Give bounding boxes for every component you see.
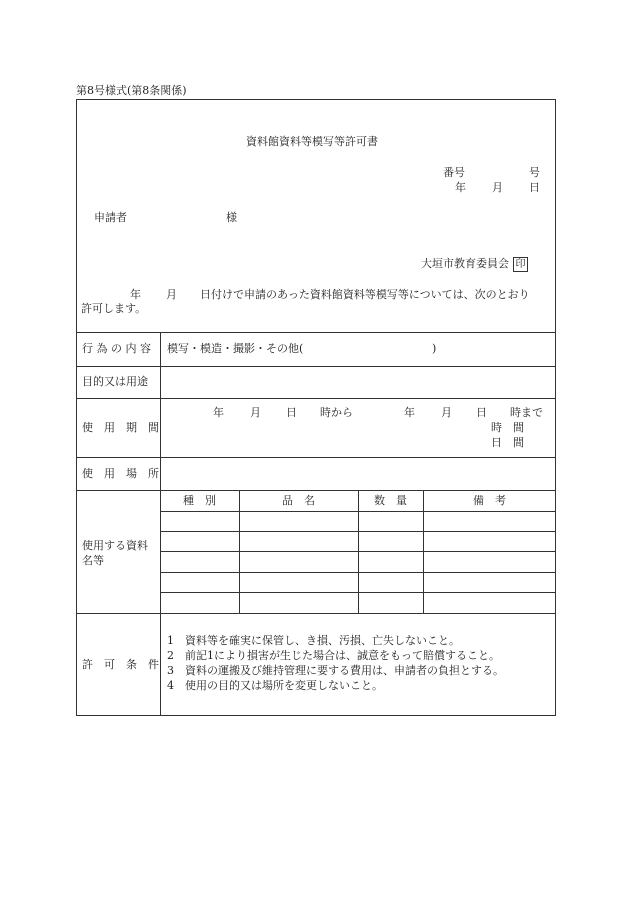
row-divider [76, 332, 556, 333]
period-label: 使 用 期 間 [82, 421, 159, 434]
row-divider [76, 490, 556, 491]
period-hours: 時 間 [491, 421, 524, 434]
materials-header-item: 品 名 [282, 494, 315, 507]
place-label: 使 用 場 所 [82, 467, 159, 480]
purpose-label: 目的又は用途 [82, 375, 148, 388]
materials-header-quantity: 数 量 [374, 494, 407, 507]
number-suffix: 号 [529, 166, 540, 179]
materials-header-remarks: 備 考 [473, 494, 506, 507]
grid-line [423, 490, 424, 613]
condition-item: 4 使用の目的又は場所を変更しないこと。 [167, 679, 383, 692]
period-start-day: 日 [286, 406, 297, 419]
condition-item: 2 前記1により損害が生じた場合は、誠意をもって賠償すること。 [167, 649, 500, 662]
date-year: 年 [455, 181, 466, 194]
date-day: 日 [529, 181, 540, 194]
applicant-label: 申請者 [94, 211, 127, 224]
row-divider [76, 366, 556, 367]
act-value: 模写・模造・撮影・その他( [167, 342, 304, 355]
intro-year: 年 [130, 288, 141, 301]
period-from: 時から [320, 406, 353, 419]
period-until: 時まで [510, 406, 543, 419]
seal-icon: 印 [513, 257, 528, 272]
intro-text: 許可します。 [81, 302, 147, 315]
period-end-year: 年 [404, 406, 415, 419]
intro-month: 月 [166, 288, 177, 301]
issuer [421, 257, 528, 272]
issuer-name: 大垣市教育委員会 [421, 257, 509, 270]
period-start-month: 月 [250, 406, 261, 419]
period-end-day: 日 [476, 406, 487, 419]
period-days: 日 間 [491, 436, 524, 449]
intro-text: 日付けで申請のあった資料館資料等模写等については、次のとおり [200, 288, 530, 301]
grid-line [239, 490, 240, 613]
period-end-month: 月 [441, 406, 452, 419]
period-start-year: 年 [213, 406, 224, 419]
grid-line [358, 490, 359, 613]
document-title: 資料館資料等模写等許可書 [246, 135, 378, 148]
applicant-honorific: 様 [226, 211, 237, 224]
row-divider [76, 457, 556, 458]
condition-item: 3 資料の運搬及び維持管理に要する費用は、申請者の負担とする。 [167, 664, 504, 677]
condition-item: 1 資料等を確実に保管し、き損、汚損、亡失しないこと。 [167, 634, 460, 647]
row-divider [76, 398, 556, 399]
conditions-label: 許 可 条 件 [82, 658, 159, 671]
act-close-paren: ) [432, 342, 437, 355]
form-label: 第8号様式(第8条関係) [76, 84, 187, 97]
materials-header-type: 種 別 [183, 494, 216, 507]
label-column-divider [160, 332, 161, 716]
date-month: 月 [492, 181, 503, 194]
row-divider [76, 613, 556, 614]
act-label: 行 為 の 内 容 [82, 342, 151, 355]
number-label: 番号 [443, 166, 465, 179]
materials-label: 使用する資料名等 [82, 539, 148, 567]
